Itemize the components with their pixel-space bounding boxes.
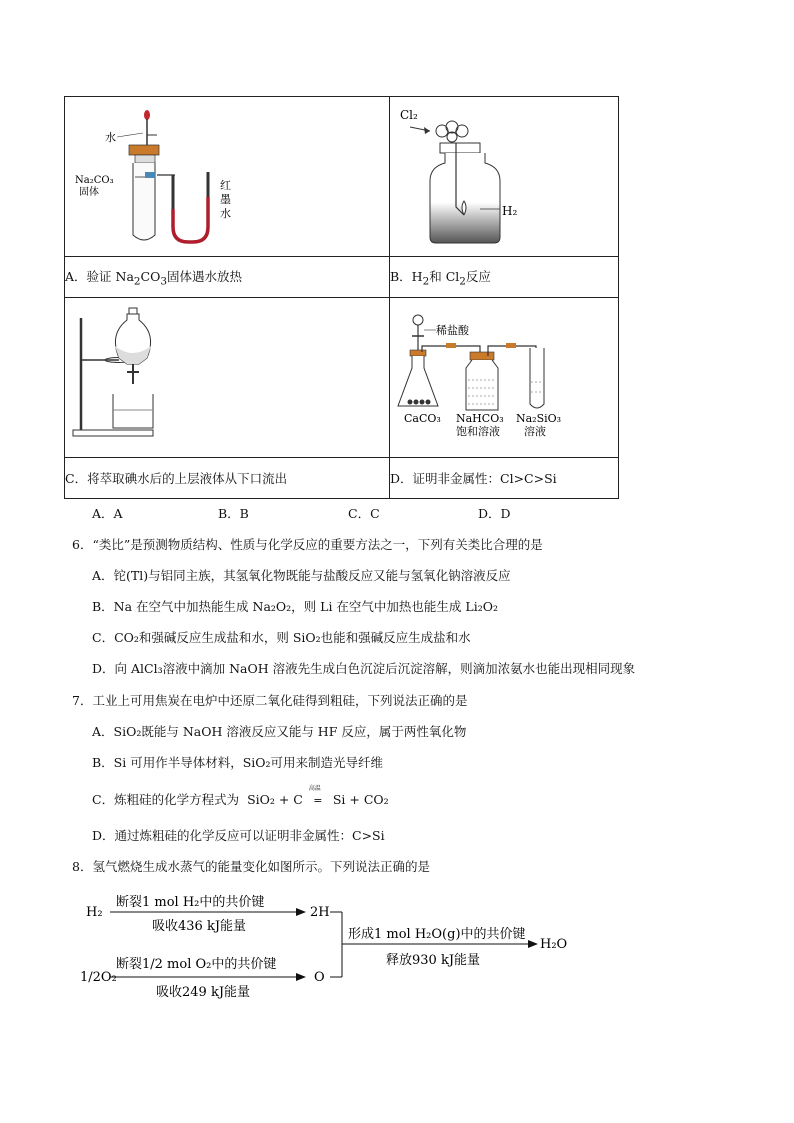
q5-choice-b[interactable]: B．B xyxy=(218,506,249,521)
label-na2sio3: Na₂SiO₃ xyxy=(516,412,562,425)
q5-choice-c[interactable]: C．C xyxy=(348,506,380,521)
equation-left: SiO₂ + C xyxy=(247,792,303,807)
label-cl2: Cl₂ xyxy=(400,108,418,122)
label-red-2: 墨 xyxy=(220,193,231,206)
diagram-h2o: H₂O xyxy=(540,937,568,952)
caption-b-mid: 和 Cl xyxy=(429,268,460,284)
label-acid: 稀盐酸 xyxy=(436,324,469,337)
diagram-2h: 2H xyxy=(310,905,330,920)
q7-option-a[interactable]: A．SiO₂既能与 NaOH 溶液反应又能与 HF 反应，属于两性氧化物 xyxy=(92,724,467,739)
figure-d-apparatus xyxy=(390,298,618,454)
caption-b-post: 反应 xyxy=(465,268,491,284)
q5-choice-d[interactable]: D．D xyxy=(478,506,511,521)
caption-a-sub1: 2 xyxy=(133,275,141,288)
q8-stem: 8．氢气燃烧生成水蒸气的能量变化如图所示。下列说法正确的是 xyxy=(72,859,430,874)
figure-a-apparatus xyxy=(65,97,389,253)
cell-d-caption: D．证明非金属性：Cl>C>Si xyxy=(390,458,619,499)
q6-option-a[interactable]: A．铊(Tl)与铝同主族，其氢氧化物既能与盐酸反应又能与氢氧化钠溶液反应 xyxy=(92,568,511,583)
label-saturated-solution: 饱和溶液 xyxy=(456,425,500,438)
label-solid: 固体 xyxy=(79,187,99,198)
diagram-h2: H₂ xyxy=(86,905,103,920)
q7-option-c[interactable] xyxy=(92,785,389,808)
cell-c-caption: C．将萃取碘水后的上层液体从下口流出 xyxy=(65,458,390,499)
diagram-right-above: 形成1 mol H₂O(g)中的共价键 xyxy=(348,927,526,942)
diagram-bot-above: 断裂1/2 mol O₂中的共价键 xyxy=(116,957,277,972)
cell-b-caption xyxy=(390,257,619,298)
cell-a-caption xyxy=(65,257,390,298)
diagram-bot-below: 吸收249 kJ能量 xyxy=(156,985,251,1000)
label-red-1: 红 xyxy=(220,179,231,192)
figure-c-apparatus xyxy=(65,298,389,454)
diagram-top-below: 吸收436 kJ能量 xyxy=(152,919,247,934)
label-water: 水 xyxy=(105,131,116,144)
energy-diagram xyxy=(80,888,600,1008)
figure-b-apparatus xyxy=(390,97,618,253)
q6-option-c[interactable]: C．CO₂和强碱反应生成盐和水，则 SiO₂也能和强碱反应生成盐和水 xyxy=(92,630,471,645)
q7-option-d[interactable]: D．通过炼粗硅的化学反应可以证明非金属性：C>Si xyxy=(92,828,385,843)
q5-choice-a[interactable]: A．A xyxy=(92,506,123,521)
q6-option-b[interactable]: B．Na 在空气中加热能生成 Na₂O₂，则 Li 在空气中加热也能生成 Li₂O₂ xyxy=(92,599,498,614)
caption-a-pre: A．验证 Na xyxy=(65,268,134,284)
cell-b-figure xyxy=(390,97,619,257)
diagram-right-below: 释放930 kJ能量 xyxy=(386,953,481,968)
q7-option-b[interactable]: B．Si 可用作半导体材料，SiO₂可用来制造光导纤维 xyxy=(92,755,384,770)
cell-c-figure xyxy=(65,298,390,458)
label-h2: H₂ xyxy=(502,204,518,218)
equation-right: Si + CO₂ xyxy=(332,792,389,807)
caption-b-sub2: 2 xyxy=(459,275,466,288)
diagram-o: O xyxy=(314,970,325,985)
caption-a-sub2: 3 xyxy=(160,275,167,288)
caption-b-pre: B．H xyxy=(390,268,423,284)
caption-a-post: 固体遇水放热 xyxy=(166,268,242,284)
q7-option-c-text: C．炼粗硅的化学方程式为 xyxy=(92,792,240,807)
experiment-table xyxy=(64,96,619,499)
q7-equation: SiO₂ + C 高温 = Si + CO₂ xyxy=(247,785,389,807)
caption-a-mid: CO xyxy=(140,268,161,284)
label-red-3: 水 xyxy=(220,207,231,220)
label-nahco3: NaHCO₃ xyxy=(456,412,504,425)
label-na2co3: Na₂CO₃ xyxy=(75,175,114,186)
q7-stem: 7．工业上可用焦炭在电炉中还原二氧化硅得到粗硅，下列说法正确的是 xyxy=(72,693,468,708)
cell-d-figure xyxy=(390,298,619,458)
q6-stem: 6．“类比”是预测物质结构、性质与化学反应的重要方法之一，下列有关类比合理的是 xyxy=(72,537,543,552)
equation-condition: 高温 xyxy=(308,785,321,792)
cell-a-figure xyxy=(65,97,390,257)
label-caco3: CaCO₃ xyxy=(404,412,441,425)
q6-option-d[interactable]: D．向 AlCl₃溶液中滴加 NaOH 溶液先生成白色沉淀后沉淀溶解，则滴加浓氨水也能出现相同现象 xyxy=(92,661,636,676)
diagram-o2: 1/2O₂ xyxy=(80,970,117,985)
diagram-top-above: 断裂1 mol H₂中的共价键 xyxy=(116,895,265,910)
label-solution: 溶液 xyxy=(524,425,546,438)
caption-b-sub1: 2 xyxy=(422,275,430,288)
